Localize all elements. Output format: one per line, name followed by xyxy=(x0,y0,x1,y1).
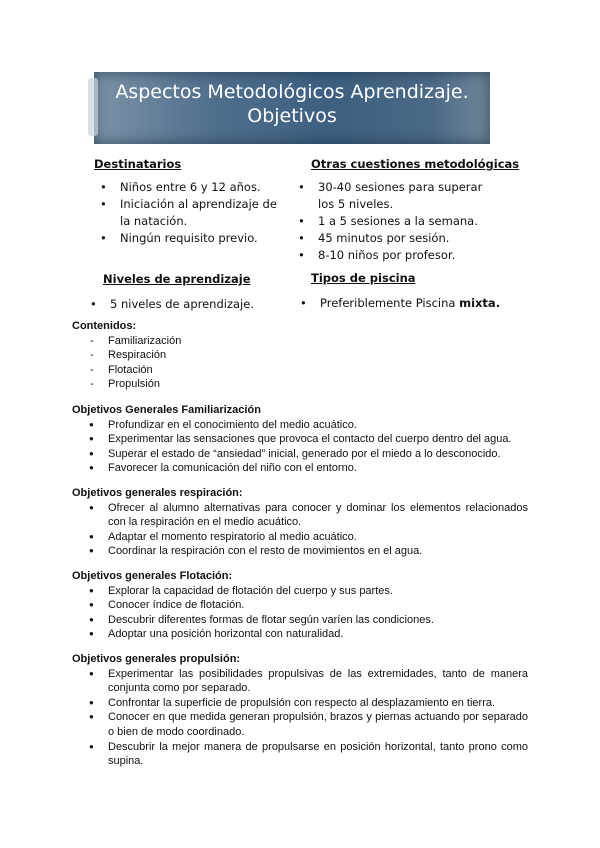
familiarizacion-heading: Objetivos Generales Familiarización xyxy=(72,404,261,416)
list-item xyxy=(298,295,518,312)
respiracion-section xyxy=(72,486,528,559)
list-item: ● Conocer índice de flotación. xyxy=(72,598,528,613)
list-item: • 45 minutos por sesión. xyxy=(296,230,496,247)
list-item: - Familiarización xyxy=(72,334,528,349)
list-item: ● Ofrecer al alumno alternativas para conocer y dominar los elementos relacionados con la respiración en el medio acuático. xyxy=(72,501,528,530)
list-item: ● Superar el estado de “ansiedad” inicial, generado por el miedo a lo desconocido. xyxy=(72,447,528,462)
flotacion-list xyxy=(72,584,528,642)
list-item: • Niños entre 6 y 12 años. xyxy=(98,179,288,196)
familiarizacion-list xyxy=(72,418,528,476)
respiracion-heading: Objetivos generales respiración: xyxy=(72,487,243,499)
piscina-text: Preferiblemente Piscina xyxy=(320,296,460,310)
list-item: • 8-10 niños por profesor. xyxy=(296,247,496,264)
list-item: ● Favorecer la comunicación del niño con el entorno. xyxy=(72,461,528,476)
list-item: ● Experimentar las sensaciones que provoca el contacto del cuerpo dentro del agua. xyxy=(72,432,528,447)
list-item: - Respiración xyxy=(72,348,528,363)
propulsion-section xyxy=(72,652,528,769)
propulsion-heading: Objetivos generales propulsión: xyxy=(72,653,241,665)
flotacion-section xyxy=(72,569,528,642)
list-item: • Ningún requisito previo. xyxy=(98,230,288,247)
list-item: ● Confrontar la superficie de propulsión con respecto al desplazamiento en tierra. xyxy=(72,696,528,711)
piscina-list xyxy=(298,295,518,312)
familiarizacion-section xyxy=(72,403,528,476)
contenidos-section xyxy=(72,319,528,392)
otras-list xyxy=(296,179,496,264)
niveles-heading: Niveles de aprendizaje xyxy=(103,272,251,286)
piscina-heading: Tipos de piscina xyxy=(311,271,416,285)
respiracion-list xyxy=(72,501,528,559)
flotacion-heading: Objetivos generales Flotación: xyxy=(72,570,233,582)
destinatarios-heading: Destinatarios xyxy=(94,157,182,171)
piscina-bold-text: mixta. xyxy=(459,296,501,310)
list-item: • 30-40 sesiones para superar los 5 niveles. xyxy=(296,179,496,213)
list-item: ● Coordinar la respiración con el resto de movimientos en el agua. xyxy=(72,544,528,559)
list-item: • 1 a 5 sesiones a la semana. xyxy=(296,213,496,230)
list-item: ● Descubrir la mejor manera de propulsarse en posición horizontal, tanto prono como supina. xyxy=(72,740,528,769)
contenidos-list xyxy=(72,334,528,392)
list-item: ● Experimentar las posibilidades propulsivas de las extremidades, tanto de manera conjunta como por separado. xyxy=(72,667,528,696)
destinatarios-list xyxy=(98,179,288,247)
contenidos-heading: Contenidos: xyxy=(72,320,137,332)
list-item: ● Adaptar el momento respiratorio al medio acuático. xyxy=(72,530,528,545)
otras-heading: Otras cuestiones metodológicas xyxy=(311,157,520,171)
list-item: - Propulsión xyxy=(72,377,528,392)
list-item: ● Adoptar una posición horizontal con naturalidad. xyxy=(72,627,528,642)
list-item: • 5 niveles de aprendizaje. xyxy=(88,296,288,313)
title-banner xyxy=(94,72,490,144)
list-item: - Flotación xyxy=(72,363,528,378)
list-item: ● Descubrir diferentes formas de flotar según varíen las condiciones. xyxy=(72,613,528,628)
niveles-list xyxy=(88,296,288,313)
propulsion-list xyxy=(72,667,528,769)
list-item: ● Explorar la capacidad de flotación del cuerpo y sus partes. xyxy=(72,584,528,599)
list-item: ● Conocer en que medida generan propulsión, brazos y piernas actuando por separado o bien de modo coordinado. xyxy=(72,710,528,739)
title-line-2: Objetivos xyxy=(247,105,337,127)
list-item: • Iniciación al aprendizaje de la natación. xyxy=(98,196,288,230)
title-line-1: Aspectos Metodológicos Aprendizaje. xyxy=(115,81,469,103)
list-item: ● Profundizar en el conocimiento del medio acuático. xyxy=(72,418,528,433)
